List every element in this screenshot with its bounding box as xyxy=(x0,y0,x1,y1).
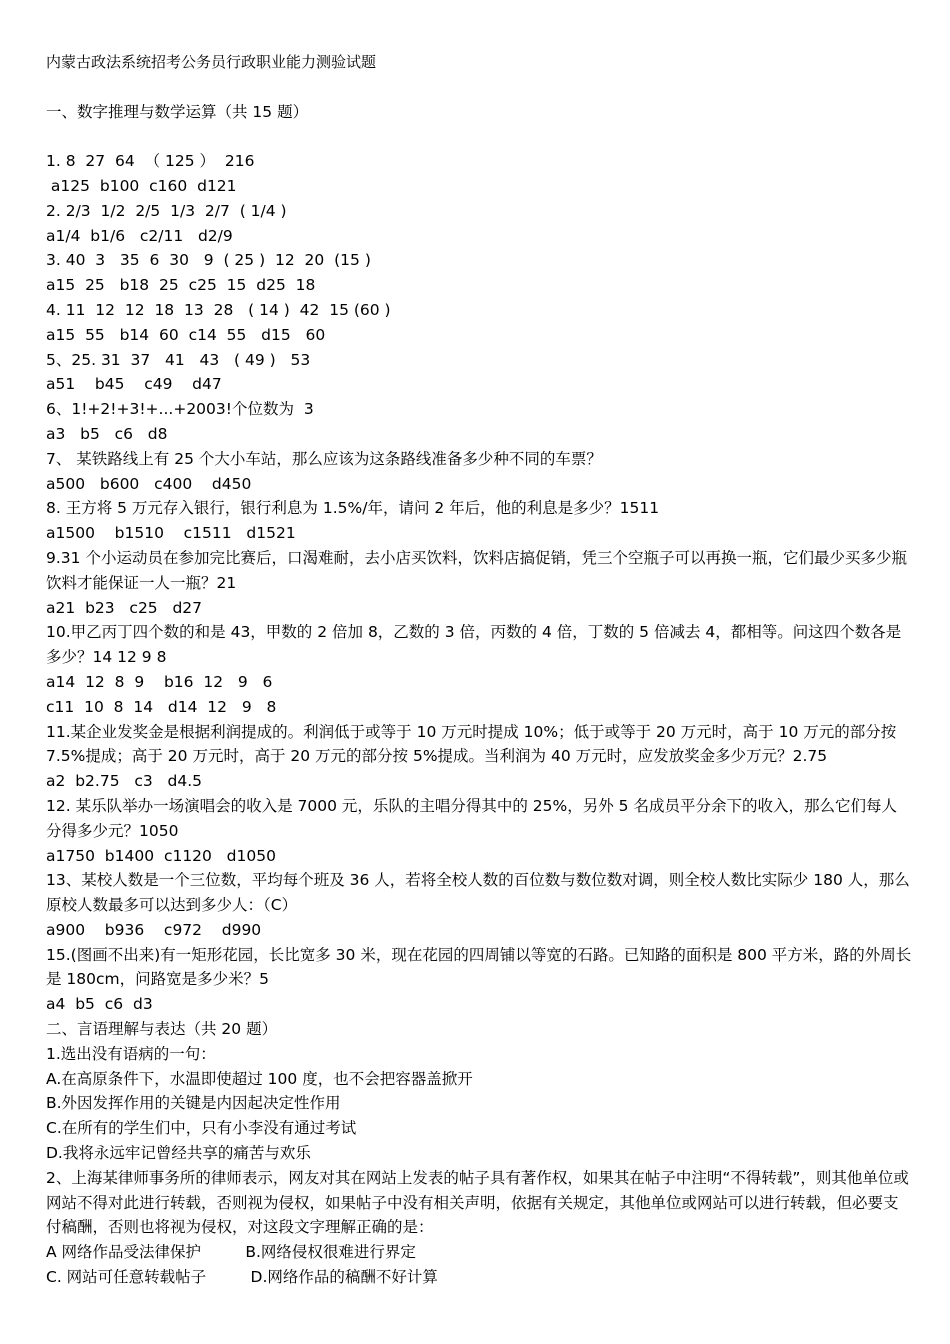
question-10-options-2: c11 10 8 14 d14 12 9 8 xyxy=(46,697,277,716)
question-7-options: a500 b600 c400 d450 xyxy=(46,474,252,493)
question-15: 15.(图画不出来)有一矩形花园，长比宽多 30 米，现在花园的四周铺以等宽的石路。已知路的面积是 800 平方米，路的外周长是 180cm，问路宽是多少米？5 xyxy=(46,945,912,989)
question-15-options: a4 b5 c6 d3 xyxy=(46,995,153,1014)
section-2-heading: 二、言语理解与表达（共 20 题） xyxy=(46,1020,278,1039)
blank-line xyxy=(46,75,912,100)
verbal-question-2-options-cd: C. 网站可任意转载帖子 D.网络作品的稿酬不好计算 xyxy=(46,1268,438,1287)
document-title: 内蒙古政法系统招考公务员行政职业能力测验试题 xyxy=(46,53,377,71)
question-13-options: a900 b936 c972 d990 xyxy=(46,920,262,939)
question-13: 13、某校人数是一个三位数，平均每个班及 36 人，若将全校人数的百位数与数位数对调，则全校人数比实际少 180 人，那么原校人数最多可以达到多少人：（C） xyxy=(46,871,910,915)
verbal-question-1-option-a: A.在高原条件下，水温即使超过 100 度，也不会把容器盖掀开 xyxy=(46,1069,473,1088)
question-5-options: a51 b45 c49 d47 xyxy=(46,375,222,394)
question-4: 4. 11 12 12 18 13 28 ( 14 ) 42 15 (60 ) xyxy=(46,300,391,319)
question-10: 10.甲乙丙丁四个数的和是 43，甲数的 2 倍加 8，乙数的 3 倍，丙数的 4 倍，丁数的 5 倍减去 4，都相等。问这四个数各是多少？14 12 9 8 xyxy=(46,623,902,667)
question-4-options: a15 55 b14 60 c14 55 d15 60 xyxy=(46,325,326,344)
question-12-options: a1750 b1400 c1120 d1050 xyxy=(46,846,276,865)
question-2: 2. 2/3 1/2 2/5 1/3 2/7 ( 1/4 ) xyxy=(46,201,287,220)
question-10-options-1: a14 12 8 9 b16 12 9 6 xyxy=(46,672,273,691)
question-11: 11.某企业发奖金是根据利润提成的。利润低于或等于 10 万元时提成 10%；低于或等于 20 万元时，高于 10 万元的部分按 7.5%提成；高于 20 万元时，高于 20 万元的部分按 5%提成。当利润为 40 万元时，应发放奖金多少万元？2.75 xyxy=(46,722,897,766)
question-12: 12. 某乐队举办一场演唱会的收入是 7000 元，乐队的主唱分得其中的 25%，另外 5 名成员平分余下的收入，那么它们每人分得多少元？1050 xyxy=(46,796,897,840)
question-5: 5、25. 31 37 41 43 ( 49 ) 53 xyxy=(46,350,311,369)
question-9: 9.31 个小运动员在参加完比赛后，口渴难耐，去小店买饮料，饮料店搞促销，凭三个空瓶子可以再换一瓶，它们最少买多少瓶饮料才能保证一人一瓶？21 xyxy=(46,548,907,592)
question-7: 7、 某铁路线上有 25 个大小车站，那么应该为这条路线准备多少种不同的车票？ xyxy=(46,449,602,468)
question-3-options: a15 25 b18 25 c25 15 d25 18 xyxy=(46,276,316,295)
verbal-question-1-option-b: B.外因发挥作用的关键是内因起决定性作用 xyxy=(46,1094,341,1113)
question-9-options: a21 b23 c25 d27 xyxy=(46,598,203,617)
question-6: 6、1!+2!+3!+...+2003!个位数为 3 xyxy=(46,400,314,419)
question-8-options: a1500 b1510 c1511 d1521 xyxy=(46,524,296,543)
verbal-question-2-options-ab: A 网络作品受法律保护 B.网络侵权很难进行界定 xyxy=(46,1243,416,1262)
section-1-heading: 一、数字推理与数学运算（共 15 题） xyxy=(46,102,309,121)
question-6-options: a3 b5 c6 d8 xyxy=(46,424,168,443)
verbal-question-2: 2、上海某律师事务所的律师表示，网友对其在网站上发表的帖子具有著作权，如果其在帖子中注明“不得转载”，则其他单位或网站不得对此进行转载，否则视为侵权，如果帖子中没有相关声明，依据有关规定，其他单位或网站可以进行转载，但必要支付稿酬，否则也将视为侵权，对这段文字理解正确的是： xyxy=(46,1168,909,1237)
verbal-question-1: 1.选出没有语病的一句： xyxy=(46,1044,216,1063)
question-8: 8. 王方将 5 万元存入银行，银行利息为 1.5%/年，请问 2 年后，他的利息是多少？1511 xyxy=(46,499,660,518)
verbal-question-1-option-c: C.在所有的学生们中，只有小李没有通过考试 xyxy=(46,1119,357,1138)
question-11-options: a2 b2.75 c3 d4.5 xyxy=(46,772,202,791)
question-2-options: a1/4 b1/6 c2/11 d2/9 xyxy=(46,226,233,245)
question-3: 3. 40 3 35 6 30 9 ( 25 ) 12 20 (15 ) xyxy=(46,251,371,270)
question-1-options: a125 b100 c160 d121 xyxy=(46,176,237,195)
question-1: 1. 8 27 64 （ 125 ） 216 xyxy=(46,152,255,171)
document-page xyxy=(46,50,912,1290)
blank-line xyxy=(46,124,912,149)
verbal-question-1-option-d: D.我将永远牢记曾经共享的痛苦与欢乐 xyxy=(46,1144,311,1163)
